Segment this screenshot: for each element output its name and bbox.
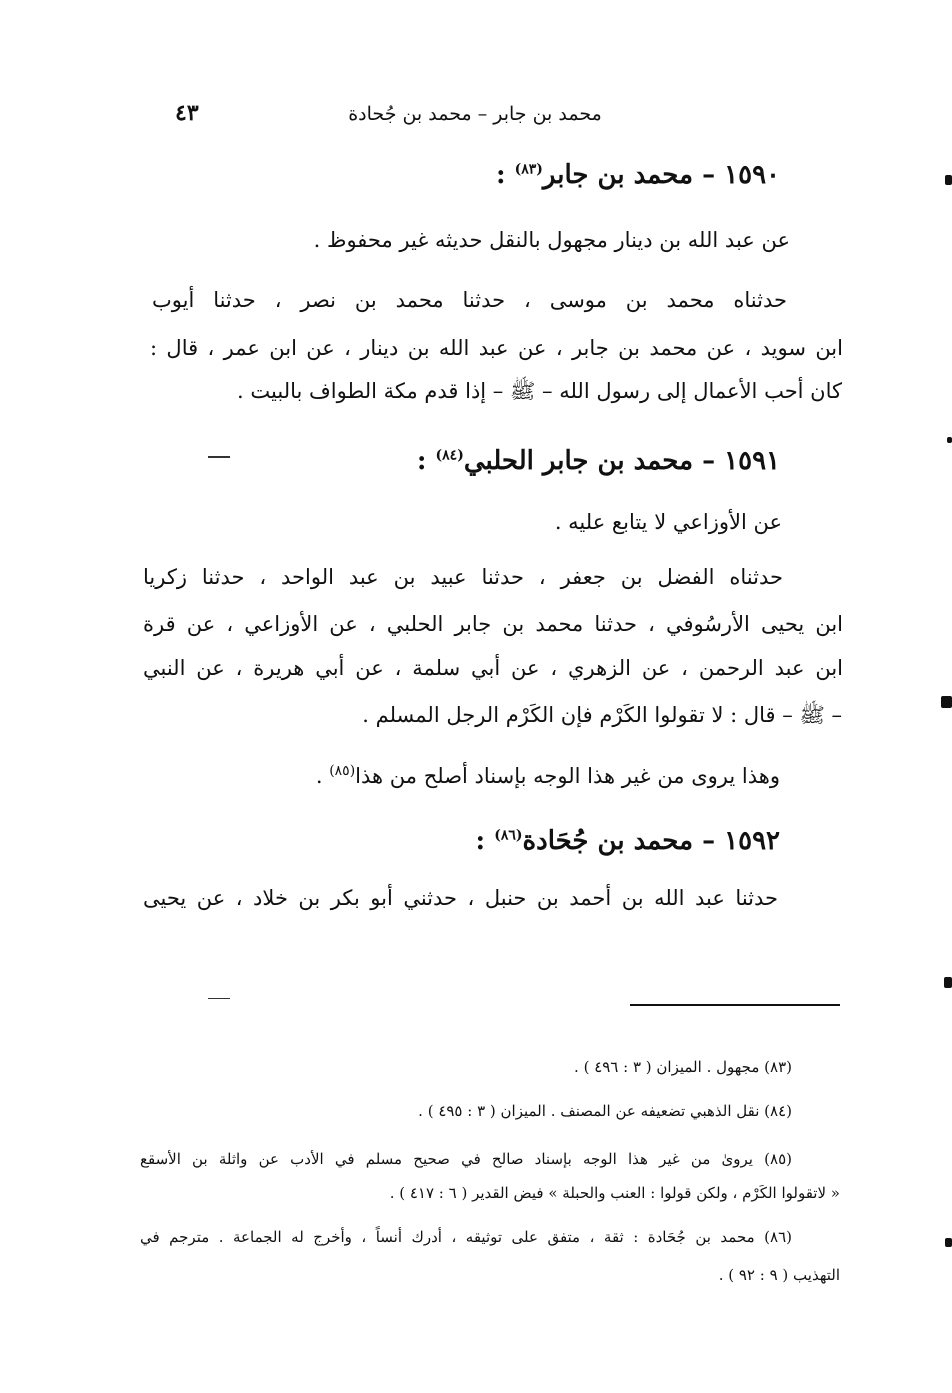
- entry-heading-1591: [417, 446, 780, 476]
- footnote-86-continued: التهذيب ( ٩ : ٩٢ ) .: [718, 1266, 840, 1284]
- entry-number: ١٥٩١: [724, 446, 780, 476]
- footnote-separator: [630, 1004, 840, 1006]
- text-line: – ﷺ – قال : لا تقولوا الكَرْم فإن الكَرْم الرجل المسلم .: [362, 703, 842, 727]
- text-line: ابن يحيى الأرسُوفي ، حدثنا محمد بن جابر الحلبي ، عن الأوزاعي ، عن قرة: [143, 612, 843, 636]
- entry-description: عن الأوزاعي لا يتابع عليه .: [554, 510, 782, 534]
- entry-heading-1590: [496, 160, 780, 190]
- footnote-ref: (٨٥): [329, 763, 356, 779]
- footnote-85: (٨٥) يروىٰ من غير هذا الوجه بإسناد صالح في صحيح مسلم في الأدب عن واثلة بن الأسقع: [140, 1150, 792, 1168]
- entry-description: عن عبد الله بن دينار مجهول بالنقل حديثه غير محفوظ .: [313, 228, 790, 252]
- heading-colon: :: [495, 160, 506, 190]
- heading-dash: –: [693, 446, 716, 476]
- heading-dash: –: [693, 826, 716, 856]
- margin-mark: [208, 998, 230, 999]
- scan-speck: [941, 696, 952, 708]
- text-line: ابن عبد الرحمن ، عن الزهري ، عن أبي سلمة ، عن أبي هريرة ، عن النبي: [143, 656, 843, 680]
- text-line: كان أحب الأعمال إلى رسول الله – ﷺ – إذا قدم مكة الطواف بالبيت .: [237, 379, 842, 403]
- footnote-ref: (٨٤): [435, 447, 464, 464]
- entry-number: ١٥٩٢: [724, 826, 780, 856]
- running-title: محمد بن جابر – محمد بن جُحادة: [348, 103, 602, 125]
- footnote-84: (٨٤) نقل الذهبي تضعيفه عن المصنف . الميزان ( ٣ : ٤٩٥ ) .: [418, 1102, 792, 1120]
- heading-colon: :: [416, 446, 427, 476]
- footnote-85-continued: « لاتقولوا الكَرْم ، ولكن قولوا : العنب والحبلة » فيض القدير ( ٦ : ٤١٧ ) .: [389, 1184, 840, 1202]
- scan-speck: [944, 977, 952, 988]
- entry-name: محمد بن جابر الحلبي: [463, 446, 694, 476]
- text-line: ابن سويد ، عن محمد بن جابر ، عن عبد الله بن دينار ، عن ابن عمر ، قال :: [150, 336, 843, 360]
- heading-colon: :: [475, 826, 486, 856]
- margin-mark: [208, 456, 230, 458]
- footnote-ref: (٨٣): [514, 161, 543, 178]
- entry-name: محمد بن جُحَادة: [522, 826, 694, 856]
- scan-speck: [947, 437, 952, 443]
- page-number: ٤٣: [175, 100, 199, 126]
- scan-speck: [945, 175, 952, 185]
- remark-line: [316, 763, 780, 788]
- scan-speck: [945, 1238, 952, 1247]
- footnote-83: (٨٣) مجهول . الميزان ( ٣ : ٤٩٦ ) .: [574, 1058, 792, 1076]
- entry-heading-1592: [476, 826, 780, 856]
- heading-dash: –: [693, 160, 716, 190]
- remark-text: وهذا يروى من غير هذا الوجه بإسناد أصلح من هذا: [355, 764, 780, 788]
- remark-end: .: [315, 764, 323, 788]
- footnote-86: (٨٦) محمد بن جُحَادة : ثقة ، متفق على توثيقه ، أدرك أنساً ، وأخرج له الجماعة . مترجم في: [140, 1228, 792, 1246]
- entry-number: ١٥٩٠: [724, 160, 780, 190]
- footnote-ref: (٨٦): [494, 827, 523, 844]
- entry-name: محمد بن جابر: [542, 160, 694, 190]
- text-line: حدثناه الفضل بن جعفر ، حدثنا عبيد بن عبد الواحد ، حدثنا زكريا: [143, 565, 783, 589]
- text-line: حدثناه محمد بن موسى ، حدثنا محمد بن نصر ، حدثنا أيوب: [152, 288, 787, 312]
- text-line: حدثنا عبد الله بن أحمد بن حنبل ، حدثني أبو بكر بن خلاد ، عن يحيى: [143, 886, 778, 910]
